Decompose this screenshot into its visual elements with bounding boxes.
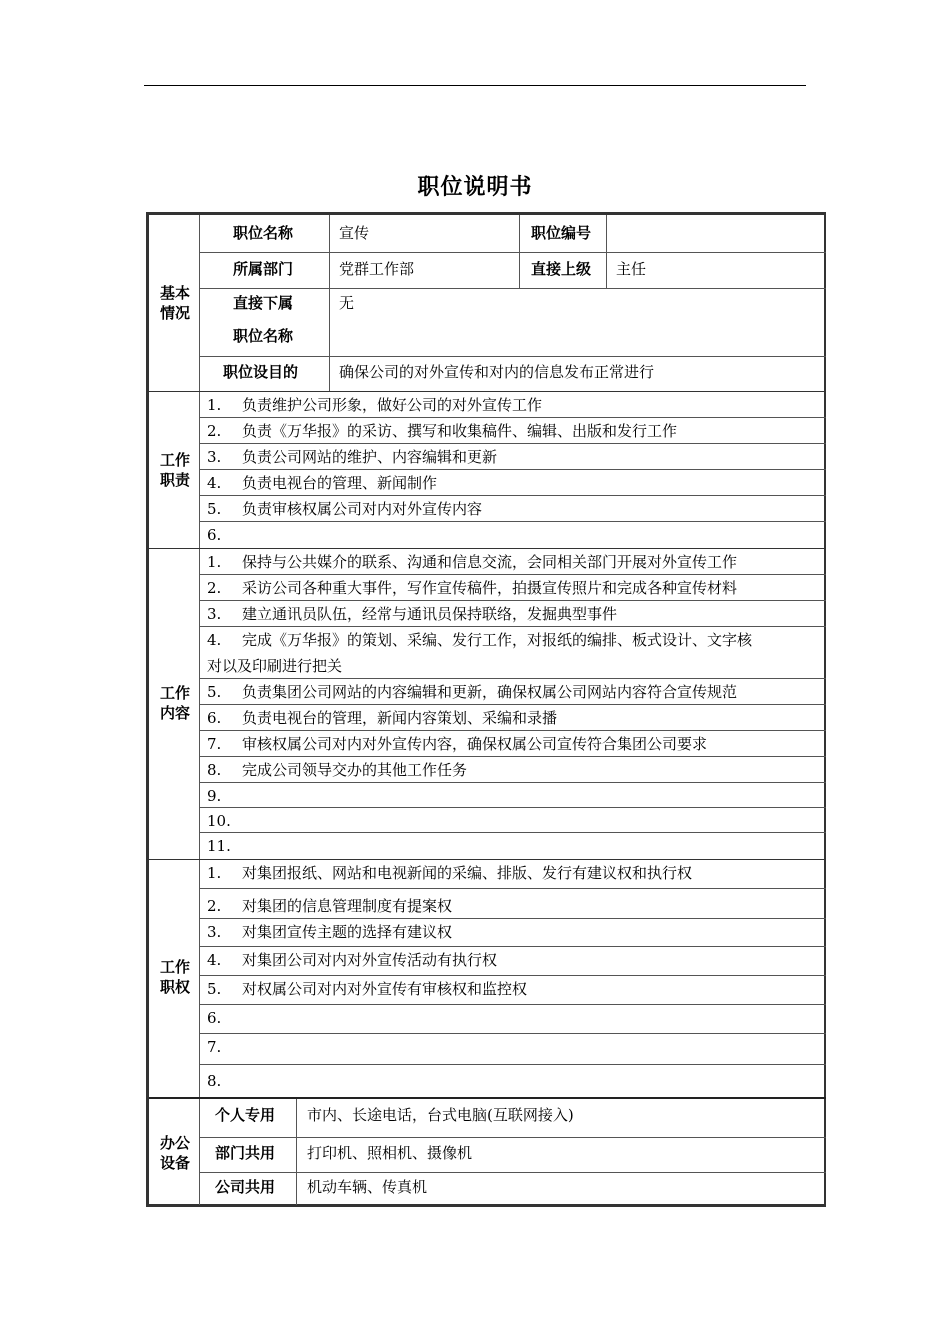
list-row-line	[199, 782, 826, 783]
header-rule	[144, 85, 806, 86]
content-section-end	[149, 859, 826, 860]
list-item-text: 对集团的信息管理制度有提案权	[242, 897, 453, 915]
list-row-line	[199, 495, 826, 496]
list-item-number: 1.	[207, 396, 222, 414]
list-item	[207, 979, 527, 999]
list-item-text: 对集团宣传主题的选择有建议权	[242, 923, 453, 941]
superior-value: 主任	[616, 260, 647, 278]
list-item-number: 1.	[207, 864, 222, 882]
list-row-line	[199, 1033, 826, 1034]
subordinate-label-line1: 直接下属	[233, 294, 294, 312]
equipment-company-label: 公司共用	[215, 1178, 276, 1196]
list-item-text: 审核权属公司对内对外宣传内容，确保权属公司宣传符合集团公司要求	[242, 735, 708, 753]
list-item-number: 4.	[207, 631, 222, 649]
purpose-label: 职位设目的	[223, 363, 299, 381]
list-item-text: 负责集团公司网站的内容编辑和更新，确保权属公司网站内容符合宣传规范	[242, 683, 738, 701]
list-item	[207, 578, 737, 598]
list-item	[207, 734, 707, 754]
list-row-line	[199, 888, 826, 889]
list-item-number: 7.	[207, 1038, 222, 1056]
list-row-line	[199, 521, 826, 522]
list-item	[207, 395, 542, 415]
section-duties-label	[149, 450, 201, 490]
duties-section-end	[149, 548, 826, 549]
list-item-text: 对集团报纸、网站和电视新闻的采编、排版、发行有建议权和执行权	[242, 864, 693, 882]
list-item-number: 6.	[207, 1009, 222, 1027]
document-title: 职位说明书	[417, 175, 533, 200]
section-content-label-line2: 内容	[159, 704, 190, 722]
position-name-value: 宣传	[339, 224, 370, 242]
list-item-number: 2.	[207, 422, 222, 440]
list-item-number: 2.	[207, 579, 222, 597]
list-row-line	[199, 975, 826, 976]
subordinate-value: 无	[339, 294, 355, 312]
purpose-value: 确保公司的对外宣传和对内的信息发布正常进行	[339, 363, 655, 381]
list-item-text: 对权属公司对内对外宣传有审核权和监控权	[242, 980, 528, 998]
list-item	[207, 950, 497, 970]
basic-section-end	[149, 391, 826, 392]
list-item	[207, 1008, 242, 1028]
list-item	[207, 525, 242, 545]
section-authority-label-line1: 工作	[159, 958, 190, 976]
equipment-personal-label: 个人专用	[215, 1106, 276, 1124]
list-item-text: 采访公司各种重大事件，写作宣传稿件，拍摄宣传照片和完成各种宣传材料	[242, 579, 738, 597]
list-item	[207, 922, 452, 942]
list-item	[207, 1037, 242, 1057]
list-item	[207, 421, 677, 441]
equipment-department-label: 部门共用	[215, 1144, 276, 1162]
list-row-line	[199, 600, 826, 601]
list-item	[207, 499, 482, 519]
position-code-label: 职位编号	[531, 224, 592, 242]
list-row-line	[199, 807, 826, 808]
equipment-row-line-2	[199, 1172, 826, 1173]
section-equipment-label-line1: 办公	[159, 1134, 190, 1152]
section-duties-label-line2: 职责	[159, 471, 190, 489]
list-item	[207, 447, 497, 467]
list-item	[207, 811, 242, 831]
list-row-line	[199, 704, 826, 705]
list-item-number: 7.	[207, 735, 222, 753]
list-item-text: 保持与公共媒介的联系、沟通和信息交流，会同相关部门开展对外宣传工作	[242, 553, 738, 571]
list-item-text: 负责公司网站的维护、内容编辑和更新	[242, 448, 498, 466]
equipment-row-line-1	[199, 1137, 826, 1138]
list-row-line	[199, 1004, 826, 1005]
equipment-department-value: 打印机、照相机、摄像机	[307, 1144, 473, 1162]
basic-label-divider	[329, 215, 330, 391]
list-item-text: 完成公司领导交办的其他工作任务	[242, 761, 468, 779]
equipment-label-divider	[296, 1099, 297, 1205]
section-duties-label-line1: 工作	[159, 451, 190, 469]
section-authority-label-line2: 职权	[159, 978, 190, 996]
list-item-number: 5.	[207, 500, 222, 518]
list-item-continuation: 对以及印刷进行把关	[207, 657, 343, 675]
list-item	[207, 473, 437, 493]
basic-row-line-2	[199, 288, 826, 289]
list-item-number: 3.	[207, 448, 222, 466]
list-item-number: 4.	[207, 474, 222, 492]
section-basic-label-line1: 基本	[159, 284, 190, 302]
list-row-line	[199, 574, 826, 575]
superior-label: 直接上级	[531, 260, 592, 278]
list-item-number: 5.	[207, 683, 222, 701]
equipment-personal-value: 市内、长途电话，台式电脑(互联网接入)	[307, 1106, 574, 1124]
subordinate-label-line2: 职位名称	[233, 327, 294, 345]
list-item-number: 3.	[207, 923, 222, 941]
list-item-number: 11.	[207, 837, 231, 855]
section-equipment-label	[149, 1133, 201, 1173]
list-row-line	[199, 730, 826, 731]
list-item-number: 10.	[207, 812, 231, 830]
list-item-number: 1.	[207, 553, 222, 571]
section-authority-label	[149, 957, 201, 997]
list-item-number: 5.	[207, 980, 222, 998]
basic-row-line-3	[199, 356, 826, 357]
list-item	[207, 682, 737, 702]
list-item	[207, 604, 617, 624]
list-row-line	[199, 1064, 826, 1065]
list-item	[207, 1071, 242, 1091]
list-row-line	[199, 678, 826, 679]
section-basic-label-line2: 情况	[159, 304, 190, 322]
list-item-number: 4.	[207, 951, 222, 969]
list-item	[207, 760, 467, 780]
list-item-number: 8.	[207, 761, 222, 779]
list-item-text: 负责审核权属公司对内对外宣传内容	[242, 500, 483, 518]
list-item-number: 8.	[207, 1072, 222, 1090]
list-row-line	[199, 626, 826, 627]
department-value: 党群工作部	[339, 260, 415, 278]
list-item	[207, 836, 242, 856]
job-description-table	[146, 212, 826, 1207]
section-equipment-label-line2: 设备	[159, 1154, 190, 1172]
section-content-label	[149, 683, 201, 723]
basic-row-line-1	[199, 252, 826, 253]
equipment-company-value: 机动车辆、传真机	[307, 1178, 428, 1196]
authority-section-end	[149, 1097, 826, 1099]
list-row-line	[199, 946, 826, 947]
list-item-text: 负责维护公司形象，做好公司的对外宣传工作	[242, 396, 543, 414]
list-item	[207, 552, 737, 572]
list-item-number: 3.	[207, 605, 222, 623]
list-item-number: 2.	[207, 897, 222, 915]
list-item-text: 完成《万华报》的策划、采编、发行工作，对报纸的编排、板式设计、文字核	[242, 631, 753, 649]
list-item-text: 负责《万华报》的采访、撰写和收集稿件、编辑、出版和发行工作	[242, 422, 678, 440]
list-row-line	[199, 918, 826, 919]
list-item	[207, 708, 557, 728]
list-row-line	[199, 417, 826, 418]
list-item-text: 建立通讯员队伍，经常与通讯员保持联络，发掘典型事件	[242, 605, 618, 623]
list-item	[207, 786, 242, 806]
list-row-line	[199, 443, 826, 444]
list-item	[207, 896, 452, 916]
list-item-number: 6.	[207, 709, 222, 727]
section-content-label-line1: 工作	[159, 684, 190, 702]
position-name-label: 职位名称	[233, 224, 294, 242]
department-label: 所属部门	[233, 260, 294, 278]
list-row-line	[199, 469, 826, 470]
list-item-text: 负责电视台的管理，新闻内容策划、采编和录播	[242, 709, 558, 727]
list-item	[207, 863, 692, 883]
list-item-number: 9.	[207, 787, 222, 805]
list-item-number: 6.	[207, 526, 222, 544]
list-item-text: 对集团公司对内对外宣传活动有执行权	[242, 951, 498, 969]
list-row-line	[199, 756, 826, 757]
list-item	[207, 630, 752, 650]
list-row-line	[199, 832, 826, 833]
list-item-text: 负责电视台的管理、新闻制作	[242, 474, 438, 492]
section-basic-label	[149, 283, 201, 323]
